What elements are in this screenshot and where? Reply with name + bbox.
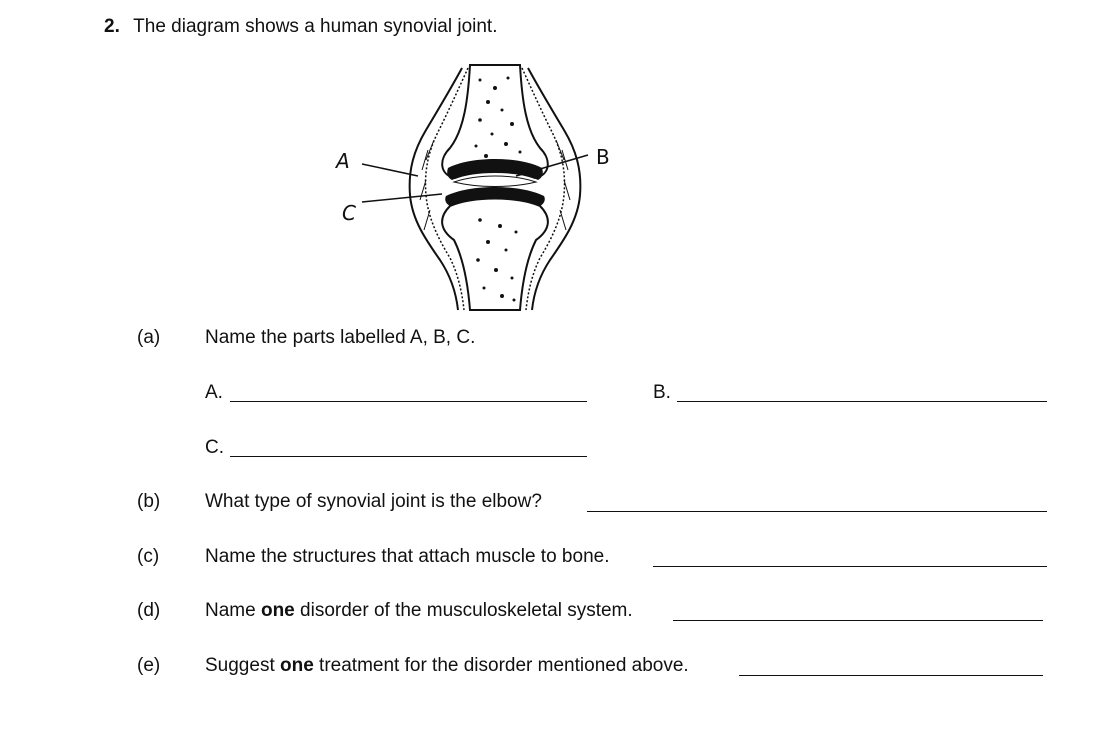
part-b-marker: (b) [137,491,161,512]
part-c-text: Name the structures that attach muscle to bone. [205,546,610,567]
part-a-marker: (a) [137,327,161,348]
joint-cavity [454,176,536,187]
answer-a-label: A. [205,382,223,403]
answer-b-label: B. [653,382,671,403]
answer-b-line[interactable] [677,401,1047,402]
part-c-marker: (c) [137,546,160,567]
part-d-marker: (d) [137,600,161,621]
part-e-marker: (e) [137,655,161,676]
capsule-right [528,68,580,310]
label-c: C [342,201,356,225]
part-d-emphasis: one [260,600,295,621]
answer-part-d-line[interactable] [673,620,1043,621]
answer-part-c-line[interactable] [653,566,1047,567]
synovial-joint-diagram [330,60,640,315]
answer-c-line[interactable] [230,456,587,457]
question-stem: The diagram shows a human synovial joint. [133,16,498,37]
part-e-text: Suggest one treatment for the disorder mentioned above. [205,655,689,676]
label-a: A [336,149,350,173]
answer-c-label: C. [205,437,224,458]
capsule-left [410,68,462,310]
answer-part-b-line[interactable] [587,511,1047,512]
part-a-text: Name the parts labelled A, B, C. [205,327,476,348]
part-e-emphasis: one [280,655,314,676]
label-c-leader [362,194,442,202]
answer-a-line[interactable] [230,401,587,402]
answer-part-e-line[interactable] [739,675,1043,676]
question-number: 2. [104,16,120,37]
part-d-text: Name one disorder of the musculoskeletal system. [205,600,633,621]
lower-bone [442,199,548,311]
question-header [104,16,498,38]
part-b-text: What type of synovial joint is the elbow? [205,491,542,512]
label-a-leader [362,164,418,176]
label-b: B [596,145,610,169]
